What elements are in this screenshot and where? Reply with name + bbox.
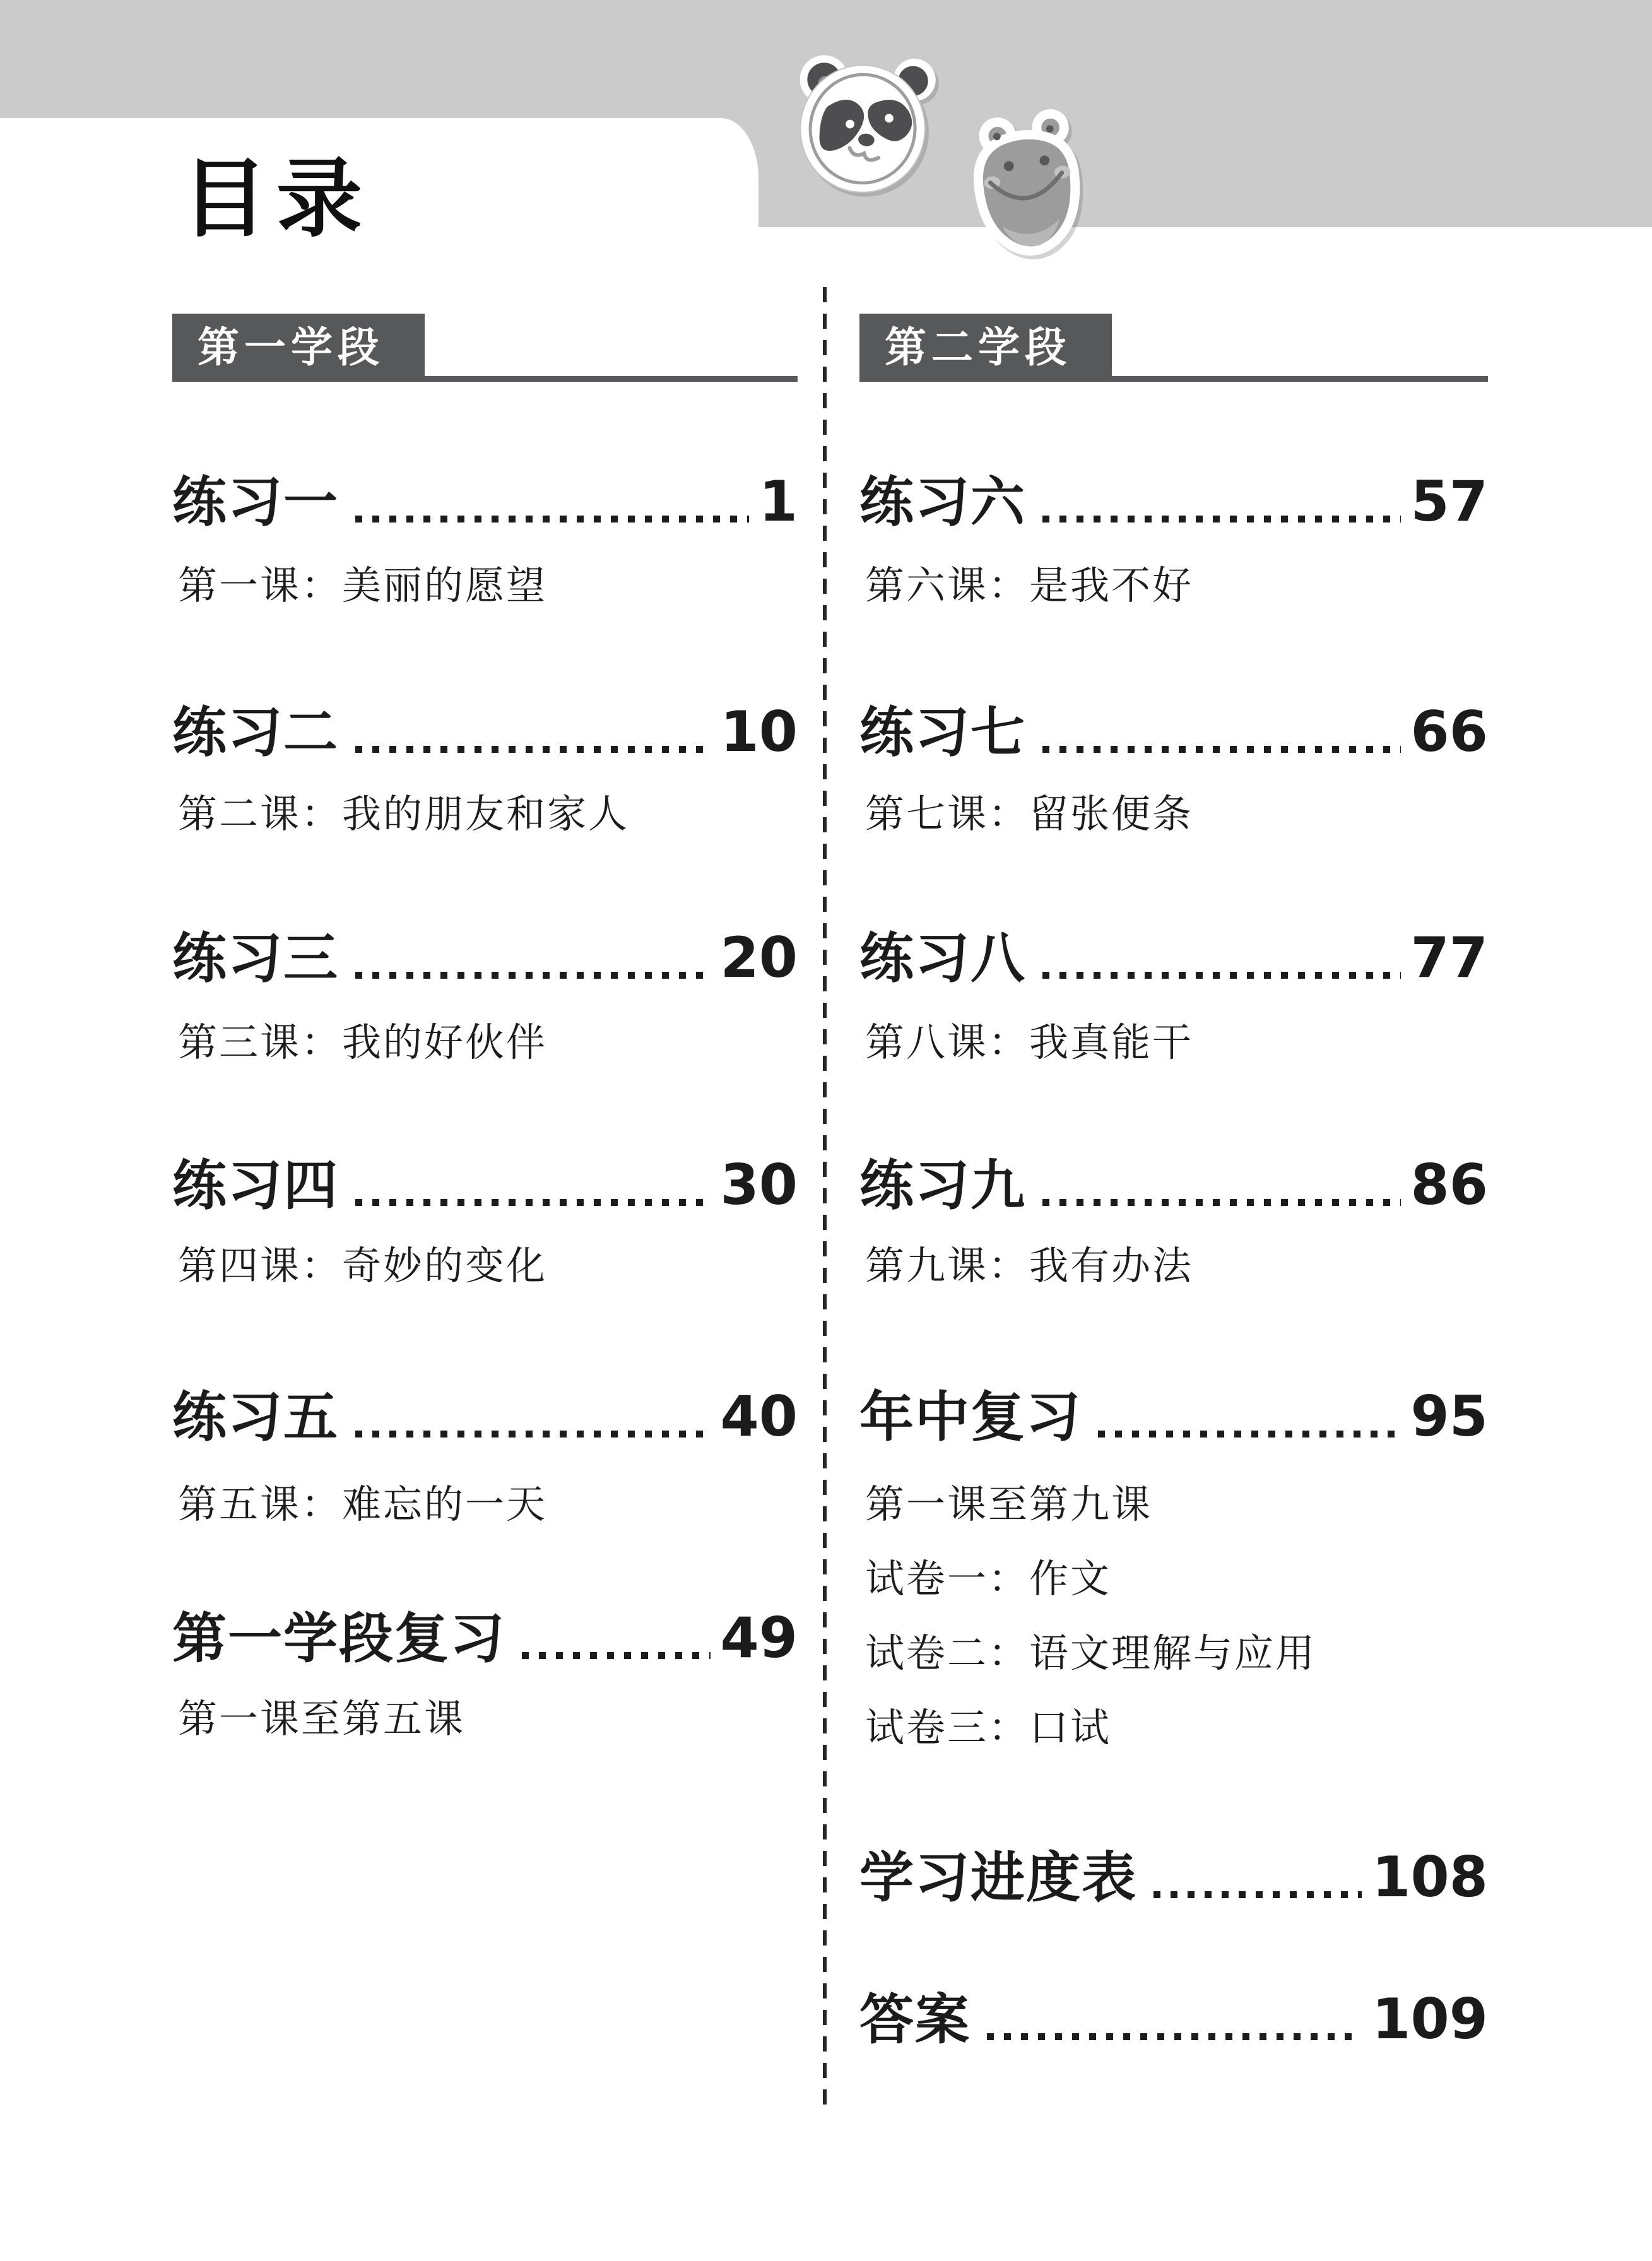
toc-entry-page-number: 66 (1410, 699, 1488, 764)
section-header-first-period: 第一学段 (172, 314, 425, 382)
toc-entry-subtitle: 第四课：奇妙的变化 (178, 1243, 548, 1289)
dot-leader (355, 1431, 711, 1437)
toc-entry-subtitle: 第八课：我真能干 (865, 1019, 1194, 1065)
toc-entry-row (859, 925, 1488, 990)
dot-leader (987, 2033, 1362, 2040)
toc-entry-subtitle: 第九课：我有办法 (865, 1243, 1194, 1289)
toc-entry-row (859, 469, 1488, 534)
toc-entry-subtitle: 第五课：难忘的一天 (178, 1481, 548, 1527)
toc-entry-page-number: 57 (1410, 469, 1488, 534)
toc-entry-title: 第一学段复习 (172, 1607, 505, 1670)
toc-entry-row (859, 1986, 1488, 2051)
toc-entry-row (859, 1845, 1488, 1910)
toc-entry-row (859, 699, 1488, 764)
toc-entry-subtitle: 第一课至第五课 (178, 1696, 466, 1742)
toc-entry-title: 练习五 (172, 1386, 339, 1449)
dot-leader (1042, 972, 1401, 979)
toc-entry-title: 年中复习 (859, 1386, 1082, 1449)
toc-entry-title: 练习九 (859, 1154, 1026, 1217)
page-title: 目录 (182, 150, 371, 249)
toc-entry-page-number: 1 (758, 469, 798, 534)
toc-entry-page-number: 20 (720, 925, 798, 990)
toc-entry-page-number: 30 (720, 1152, 798, 1217)
toc-entry-title: 练习三 (172, 927, 339, 990)
frog-face-sticker-icon (963, 105, 1090, 257)
dot-leader (355, 1199, 711, 1206)
toc-entry-row (172, 699, 798, 764)
toc-entry-subtitle: 试卷一：作文 (865, 1556, 1112, 1602)
toc-entry-page-number: 40 (720, 1384, 798, 1449)
toc-entry-subtitle: 试卷三：口试 (865, 1704, 1112, 1750)
toc-entry-page-number: 77 (1410, 925, 1488, 990)
toc-entry-title: 学习进度表 (859, 1846, 1137, 1910)
toc-entry-subtitle: 第三课：我的好伙伴 (178, 1019, 548, 1065)
dot-leader (1042, 1199, 1401, 1206)
dot-leader (355, 746, 711, 753)
dot-leader (1042, 516, 1401, 522)
toc-entry-subtitle: 试卷二：语文理解与应用 (865, 1630, 1317, 1676)
toc-entry-page-number: 109 (1372, 1986, 1488, 2051)
toc-entry-row (172, 1605, 798, 1670)
toc-entry-title: 练习八 (859, 927, 1026, 990)
dot-leader (522, 1652, 711, 1659)
toc-entry-title: 练习二 (172, 701, 339, 764)
toc-entry-page-number: 10 (720, 699, 798, 764)
toc-entry-title: 练习一 (172, 471, 339, 534)
toc-entry-row (172, 469, 798, 534)
toc-entry-title: 练习四 (172, 1154, 339, 1217)
toc-entry-title: 练习七 (859, 701, 1026, 764)
panda-face-sticker-icon (793, 50, 936, 197)
toc-entry-row (172, 1384, 798, 1449)
toc-entry-subtitle: 第一课：美丽的愿望 (178, 562, 548, 608)
toc-entry-title: 练习六 (859, 471, 1026, 534)
section-header-rule-left (172, 376, 798, 382)
toc-entry-row (172, 925, 798, 990)
section-header-second-period: 第二学段 (859, 314, 1112, 382)
page-panel-rounded-corner (0, 118, 758, 282)
toc-entry-subtitle: 第七课：留张便条 (865, 791, 1194, 837)
toc-entry-page-number: 49 (720, 1605, 798, 1670)
toc-entry-page-number: 86 (1410, 1152, 1488, 1217)
column-divider-dashed-line (823, 287, 827, 2111)
toc-entry-page-number: 95 (1410, 1384, 1488, 1449)
dot-leader (1153, 1891, 1362, 1898)
toc-entry-title: 答案 (859, 1988, 971, 2051)
toc-entry-page-number: 108 (1372, 1845, 1488, 1910)
toc-entry-subtitle: 第一课至第九课 (865, 1481, 1153, 1527)
section-header-rule-right (859, 376, 1488, 382)
dot-leader (1098, 1431, 1401, 1437)
toc-entry-row (172, 1152, 798, 1217)
toc-entry-subtitle: 第二课：我的朋友和家人 (178, 791, 630, 837)
dot-leader (355, 516, 749, 522)
dot-leader (1042, 746, 1401, 753)
toc-entry-row (859, 1384, 1488, 1449)
toc-entry-subtitle: 第六课：是我不好 (865, 562, 1194, 608)
toc-entry-row (859, 1152, 1488, 1217)
dot-leader (355, 972, 711, 979)
